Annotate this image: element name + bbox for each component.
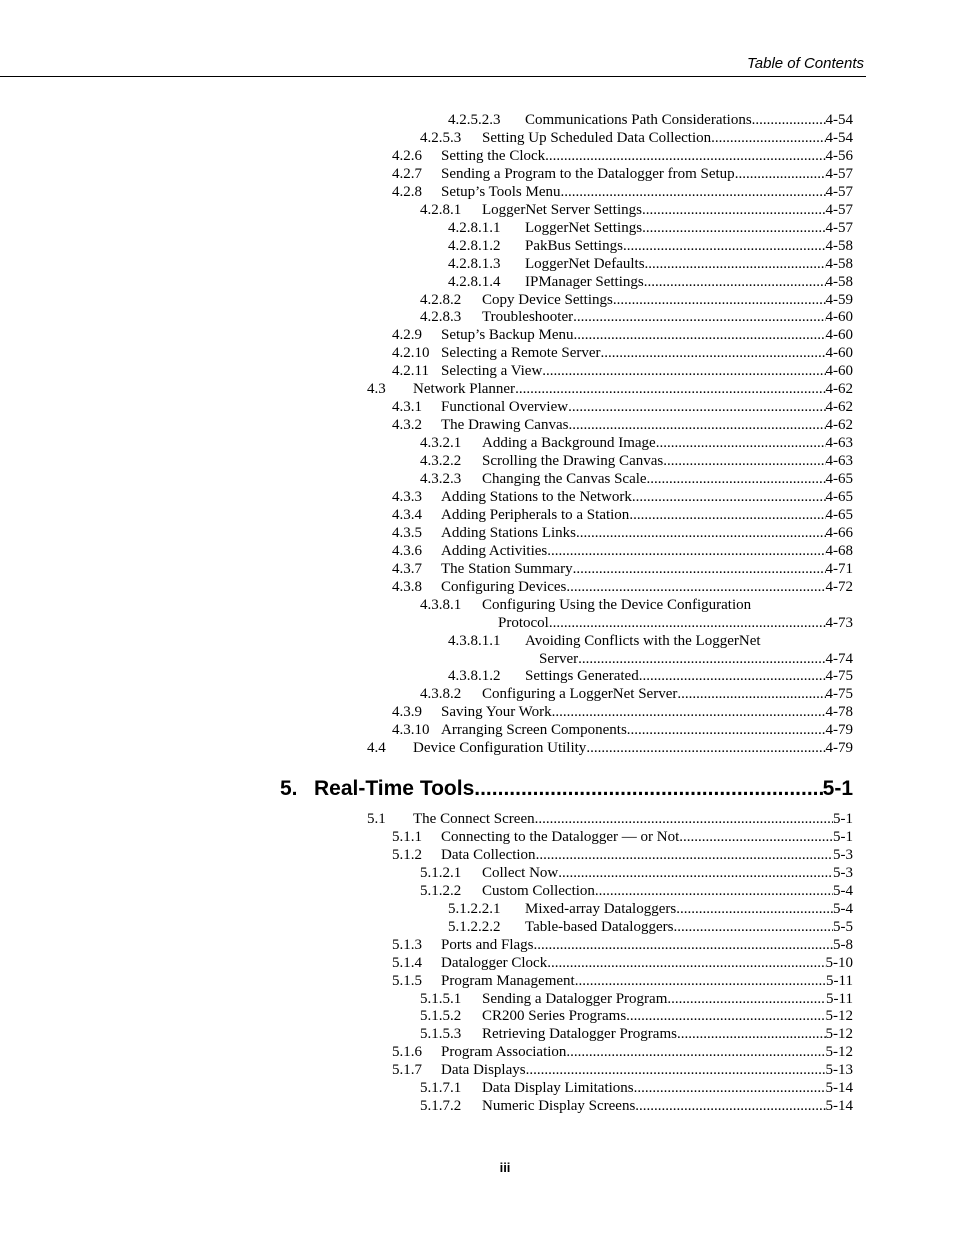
toc-entry-title: Troubleshooter	[482, 309, 574, 326]
toc-entry-title: Scrolling the Drawing Canvas	[482, 453, 664, 470]
toc-entry-page: 4-60	[825, 327, 853, 344]
toc-entry-page: 5-5	[833, 918, 853, 935]
toc-entry-page: 4-71	[825, 560, 853, 577]
page-number: iii	[499, 1160, 511, 1175]
toc-entry[interactable]	[420, 1079, 853, 1097]
leader-dots	[647, 470, 826, 488]
toc-entry-number: 4.4	[367, 740, 386, 757]
toc-entry[interactable]	[420, 1007, 853, 1025]
toc-entry-page: 4-60	[825, 309, 853, 326]
toc-entry-page: 5-11	[826, 990, 853, 1007]
toc-entry[interactable]	[392, 560, 853, 578]
toc-entry[interactable]	[392, 524, 853, 542]
toc-entry-title: Setup’s Backup Menu	[441, 327, 574, 344]
toc-entry-page: 4-57	[825, 165, 853, 182]
toc-entry-continuation[interactable]	[539, 650, 853, 668]
toc-entry-page: 5-8	[833, 936, 853, 953]
leader-dots	[711, 129, 825, 147]
toc-entry-number: 5.1.5.2	[420, 1008, 462, 1025]
toc-entry-page: 5-14	[825, 1080, 853, 1097]
toc-entry-number: 4.2.7	[392, 165, 422, 182]
toc-entry-number: 4.2.6	[392, 147, 422, 164]
toc-entry[interactable]	[448, 219, 853, 237]
toc-entry-page: 4-57	[825, 219, 853, 236]
toc-entry[interactable]	[448, 237, 853, 255]
toc-entry[interactable]	[392, 344, 853, 362]
toc-entry-number: 5.1.2.2	[420, 882, 462, 899]
toc-entry-title: Custom Collection	[482, 882, 595, 899]
toc-entry-page: 5-11	[826, 972, 853, 989]
leader-dots	[568, 398, 825, 416]
toc-entry-number: 4.2.8.1.1	[448, 219, 501, 236]
toc-entry-number: 4.2.8.1.2	[448, 237, 501, 254]
leader-dots	[601, 344, 826, 362]
toc-entry-title: LoggerNet Settings	[525, 219, 643, 236]
toc-entry-page: 5-10	[825, 954, 853, 971]
toc-entry-title: Datalogger Clock	[441, 954, 548, 971]
leader-dots	[595, 882, 833, 900]
toc-entry-page: 4-75	[825, 668, 853, 685]
toc-entry[interactable]	[392, 578, 853, 596]
toc-entry-number: 4.3.8.1.2	[448, 668, 501, 685]
toc-entry-title: Adding Peripherals to a Station	[441, 506, 630, 523]
leader-dots	[677, 685, 825, 703]
toc-entry-page: 4-57	[825, 201, 853, 218]
toc-entry-number: 4.3.7	[392, 560, 422, 577]
leader-dots	[627, 721, 826, 739]
toc-entry-number: 5.1.4	[392, 954, 422, 971]
toc-entry-number: 4.3.9	[392, 704, 422, 721]
toc-entry-title: Device Configuration Utility	[413, 740, 587, 757]
leader-dots	[645, 255, 826, 273]
toc-entry-number: 4.2.5.3	[420, 129, 462, 146]
leader-dots	[526, 1061, 826, 1079]
toc-entry[interactable]	[392, 542, 853, 560]
leader-dots	[573, 560, 826, 578]
toc-entry-page: 4-65	[825, 488, 853, 505]
leader-dots	[545, 147, 825, 165]
toc-entry-title: Collect Now	[482, 864, 559, 881]
toc-chapter-entry[interactable]	[280, 775, 853, 803]
toc-entry[interactable]	[448, 632, 761, 650]
leader-dots	[576, 524, 825, 542]
running-header-title: Table of Contents	[746, 55, 864, 72]
leader-dots	[642, 219, 825, 237]
toc-entry-number: 5.1	[367, 811, 386, 827]
toc-entry-number: 4.3.10	[392, 722, 430, 739]
toc-entry[interactable]	[420, 864, 853, 882]
toc-entry[interactable]	[392, 721, 853, 739]
toc-entry-number: 5.1.5.1	[420, 990, 462, 1007]
toc-entry[interactable]	[392, 362, 853, 380]
toc-entry-page: 4-78	[825, 704, 853, 721]
toc-entry[interactable]	[420, 685, 853, 703]
toc-entry-title: Protocol	[498, 614, 549, 631]
toc-entry-page: 4-60	[825, 363, 853, 380]
toc-entry-page: 4-68	[825, 542, 853, 559]
toc-entry-number: 4.2.8.3	[420, 309, 462, 326]
toc-entry-page: 4-58	[825, 255, 853, 272]
toc-entry-title: Setup’s Tools Menu	[441, 183, 561, 200]
toc-entry[interactable]	[392, 954, 853, 972]
toc-entry-page: 5-1	[833, 828, 853, 845]
toc-entry-title: Functional Overview	[441, 399, 569, 416]
toc-entry-number: 5.1.3	[392, 936, 422, 953]
toc-entry-page: 5-1	[833, 811, 853, 827]
toc-entry-page: 4-65	[825, 471, 853, 487]
toc-entry-number: 4.3.8.1.1	[448, 632, 501, 649]
toc-entry[interactable]	[448, 667, 853, 685]
toc-entry-title: Setting the Clock	[441, 147, 546, 164]
toc-entry-number: 4.2.8.1.3	[448, 255, 501, 272]
toc-entry-title: Communications Path Considerations	[525, 112, 752, 128]
toc-entry-page: 4-59	[825, 291, 853, 308]
leader-dots	[552, 703, 826, 721]
toc-entry-page: 5-4	[833, 900, 853, 917]
toc-entry-number: 4.3.6	[392, 542, 422, 559]
toc-entry-title: Arranging Screen Components	[441, 722, 627, 739]
leader-dots	[574, 326, 826, 344]
toc-entry-page: 4-57	[825, 183, 853, 200]
toc-entry[interactable]	[448, 111, 853, 129]
toc-entry-title: Copy Device Settings	[482, 291, 613, 308]
chapter-page: 5-1	[822, 777, 853, 800]
leader-dots	[536, 846, 833, 864]
toc-entry-number: 4.2.11	[392, 363, 429, 380]
toc-entry[interactable]	[420, 201, 853, 219]
toc-entry[interactable]	[448, 918, 853, 936]
leader-dots	[573, 308, 825, 326]
toc-entry-page: 5-12	[825, 1044, 853, 1061]
toc-entry-page: 4-54	[825, 129, 853, 146]
toc-entry-title: Data Display Limitations	[482, 1080, 634, 1097]
toc-entry[interactable]	[367, 810, 853, 828]
leader-dots	[639, 667, 826, 685]
toc-entry-number: 5.1.2.2.1	[448, 900, 501, 917]
header-rule	[0, 76, 866, 77]
leader-dots	[566, 578, 825, 596]
toc-entry-number: 4.3.2	[392, 417, 422, 434]
toc-entry-number: 4.2.8	[392, 183, 422, 200]
toc-entry-title: Adding Stations to the Network	[441, 488, 632, 505]
leader-dots	[613, 291, 826, 309]
toc-entry-title: Changing the Canvas Scale	[482, 471, 647, 487]
toc-entry[interactable]	[448, 255, 853, 273]
toc-entry-number: 4.3.2.2	[420, 453, 462, 470]
leader-dots	[586, 739, 825, 757]
toc-entry[interactable]	[392, 936, 853, 954]
toc-entry-title: Avoiding Conflicts with the LoggerNet	[525, 632, 761, 649]
toc-entry-title: Server	[539, 650, 579, 667]
toc-entry-page: 4-62	[825, 399, 853, 416]
leader-dots	[656, 434, 826, 452]
toc-entry-number: 5.1.2.1	[420, 864, 462, 881]
leader-dots	[634, 1079, 826, 1097]
toc-entry-page: 4-72	[825, 578, 853, 595]
toc-entry-number: 4.3.1	[392, 399, 422, 416]
leader-dots	[673, 918, 833, 936]
toc-entry-title: Ports and Flags	[441, 936, 534, 953]
toc-entry-title: The Station Summary	[441, 560, 573, 577]
toc-entry-page: 4-63	[825, 453, 853, 470]
toc-entry[interactable]	[448, 273, 853, 291]
toc-entry-title: The Drawing Canvas	[441, 417, 569, 434]
toc-entry-title: Mixed-array Dataloggers	[525, 900, 677, 917]
toc-entry-number: 4.3.3	[392, 488, 422, 505]
toc-entry[interactable]	[392, 165, 853, 183]
toc-entry-page: 4-79	[825, 722, 853, 739]
chapter-number: 5.	[280, 777, 298, 800]
toc-entry-title: LoggerNet Server Settings	[482, 201, 642, 218]
toc-entry-title: Sending a Datalogger Program	[482, 990, 668, 1007]
toc-entry[interactable]	[392, 828, 853, 846]
toc-entry-number: 5.1.5	[392, 972, 422, 989]
leader-dots	[578, 650, 825, 668]
toc-entry[interactable]	[392, 398, 853, 416]
toc-entry-title: Numeric Display Screens	[482, 1098, 636, 1115]
toc-entry-page: 5-12	[825, 1026, 853, 1043]
toc-entry[interactable]	[392, 1043, 853, 1061]
leader-dots	[542, 362, 825, 380]
toc-entry-number: 4.2.8.1	[420, 201, 462, 218]
toc-entry-title: Selecting a Remote Server	[441, 345, 601, 362]
toc-entry-number: 5.1.7.2	[420, 1098, 462, 1115]
leader-dots	[558, 864, 833, 882]
toc-entry-title: LoggerNet Defaults	[525, 255, 645, 272]
leader-dots	[515, 380, 825, 398]
toc-entry-title: IPManager Settings	[525, 273, 644, 290]
toc-entry-number: 4.2.8.1.4	[448, 273, 501, 290]
toc-entry-title: Data Displays	[441, 1062, 526, 1079]
toc-entry-page: 4-74	[825, 650, 853, 667]
leader-dots	[575, 972, 826, 990]
toc-entry[interactable]	[420, 291, 853, 309]
toc-entry[interactable]	[420, 596, 751, 614]
leader-dots	[568, 416, 825, 434]
leader-dots	[561, 183, 826, 201]
toc-entry-number: 5.1.1	[392, 828, 422, 845]
toc-entry[interactable]	[420, 470, 853, 488]
toc-entry-title: Program Management	[441, 972, 575, 989]
toc-entry-number: 5.1.7.1	[420, 1080, 462, 1097]
toc-entry[interactable]	[420, 452, 853, 470]
leader-dots	[752, 111, 826, 129]
toc-entry-page: 4-79	[825, 740, 853, 757]
leader-dots	[676, 900, 833, 918]
toc-entry[interactable]	[392, 506, 853, 524]
toc-entry[interactable]	[367, 739, 853, 757]
toc-entry-number: 5.1.6	[392, 1044, 422, 1061]
toc-entry[interactable]	[392, 846, 853, 864]
toc-entry-title: Program Association	[441, 1044, 567, 1061]
leader-dots	[632, 488, 826, 506]
toc-entry-title: Connecting to the Datalogger — or Not	[441, 828, 680, 845]
toc-entry-page: 5-13	[825, 1062, 853, 1079]
toc-entry-page: 4-58	[825, 237, 853, 254]
toc-entry-number: 5.1.2	[392, 846, 422, 863]
leader-dots	[642, 201, 826, 219]
toc-entry-page: 4-58	[825, 273, 853, 290]
toc-entry-number: 5.1.2.2.2	[448, 918, 501, 935]
toc-entry-title: Data Collection	[441, 846, 536, 863]
toc-entry-page: 4-60	[825, 345, 853, 362]
toc-entry-title: Setting Up Scheduled Data Collection	[482, 129, 712, 146]
toc-entry-continuation[interactable]	[498, 614, 853, 632]
toc-entry-page: 5-4	[833, 882, 853, 899]
toc-entry-number: 4.2.8.2	[420, 291, 462, 308]
toc-entry-page: 4-73	[825, 614, 853, 631]
toc-entry-title: CR200 Series Programs	[482, 1008, 627, 1025]
toc-entry[interactable]	[420, 882, 853, 900]
leader-dots	[474, 775, 822, 803]
toc-entry[interactable]	[392, 147, 853, 165]
toc-entry-page: 5-14	[825, 1098, 853, 1115]
leader-dots	[677, 1025, 826, 1043]
toc-entry-number: 4.2.10	[392, 345, 430, 362]
toc-entry[interactable]	[420, 129, 853, 147]
leader-dots	[667, 990, 826, 1008]
toc-entry-number: 4.3.8.2	[420, 686, 462, 703]
toc-entry[interactable]	[392, 416, 853, 434]
toc-entry[interactable]	[367, 380, 853, 398]
toc-entry[interactable]	[420, 1025, 853, 1043]
toc-entry[interactable]	[392, 183, 853, 201]
toc-entry-number: 4.3.8	[392, 578, 422, 595]
toc-entry-number: 4.3.8.1	[420, 596, 462, 613]
toc-entry-page: 4-66	[825, 524, 853, 541]
toc-entry[interactable]	[392, 703, 853, 721]
toc-entry-title: Retrieving Datalogger Programs	[482, 1026, 677, 1043]
toc-entry[interactable]	[392, 1061, 853, 1079]
toc-entry[interactable]	[448, 900, 853, 918]
toc-entry-number: 4.3.2.1	[420, 435, 462, 452]
toc-entry-page: 4-75	[825, 686, 853, 703]
toc-entry-page: 4-63	[825, 435, 853, 452]
toc-entry-number: 5.1.7	[392, 1062, 422, 1079]
toc-entry-page: 5-3	[833, 846, 853, 863]
leader-dots	[679, 828, 833, 846]
toc-entry-number: 4.2.9	[392, 327, 422, 344]
toc-entry-number: 5.1.5.3	[420, 1026, 462, 1043]
toc-entry-title: Network Planner	[413, 381, 516, 398]
toc-entry-page: 4-56	[825, 147, 853, 164]
toc-entry-title: Adding Stations Links	[441, 524, 577, 541]
toc-entry-number: 4.3.2.3	[420, 471, 462, 487]
toc-entry-title: Configuring a LoggerNet Server	[482, 686, 678, 703]
toc-entry-number: 4.3.4	[392, 506, 422, 523]
leader-dots	[566, 1043, 825, 1061]
chapter-title: Real-Time Tools	[314, 777, 475, 800]
leader-dots	[535, 810, 833, 828]
leader-dots	[623, 237, 826, 255]
toc-entry-number: 4.2.5.2.3	[448, 112, 501, 128]
toc-entry[interactable]	[420, 434, 853, 452]
leader-dots	[534, 936, 833, 954]
toc-entry-number: 4.3	[367, 381, 386, 398]
leader-dots	[735, 165, 826, 183]
leader-dots	[626, 1007, 825, 1025]
toc-entry-page: 5-3	[833, 864, 853, 881]
leader-dots	[663, 452, 825, 470]
leader-dots	[635, 1097, 825, 1115]
toc-entry-title: Selecting a View	[441, 363, 543, 380]
leader-dots	[549, 614, 826, 632]
toc-entry-title: Configuring Using the Device Configuration	[482, 596, 752, 613]
toc-entry-title: Sending a Program to the Datalogger from Setup	[441, 165, 735, 182]
toc-entry[interactable]	[420, 990, 853, 1008]
leader-dots	[629, 506, 825, 524]
toc-entry[interactable]	[420, 1097, 853, 1115]
toc-entry[interactable]	[392, 488, 853, 506]
leader-dots	[547, 954, 825, 972]
toc-entry-page: 4-62	[825, 381, 853, 398]
toc-entry-title: Settings Generated	[525, 668, 639, 685]
toc-entry[interactable]	[392, 972, 853, 990]
toc-entry[interactable]	[392, 326, 853, 344]
toc-entry-page: 5-12	[825, 1008, 853, 1025]
leader-dots	[547, 542, 825, 560]
leader-dots	[644, 273, 826, 291]
toc-entry-number: 4.3.5	[392, 524, 422, 541]
toc-entry-title: PakBus Settings	[525, 237, 623, 254]
toc-entry-page: 4-54	[825, 112, 853, 128]
toc-entry-title: Saving Your Work	[441, 704, 552, 721]
toc-entry-title: Adding Activities	[441, 542, 548, 559]
toc-entry-page: 4-62	[825, 417, 853, 434]
toc-entry[interactable]	[420, 308, 853, 326]
toc-entry-page: 4-65	[825, 506, 853, 523]
toc-entry-title: Configuring Devices	[441, 578, 567, 595]
toc-entry-title: Adding a Background Image	[482, 435, 656, 452]
toc-entry-title: Table-based Dataloggers	[525, 918, 674, 935]
toc-entry-title: The Connect Screen	[413, 811, 535, 827]
